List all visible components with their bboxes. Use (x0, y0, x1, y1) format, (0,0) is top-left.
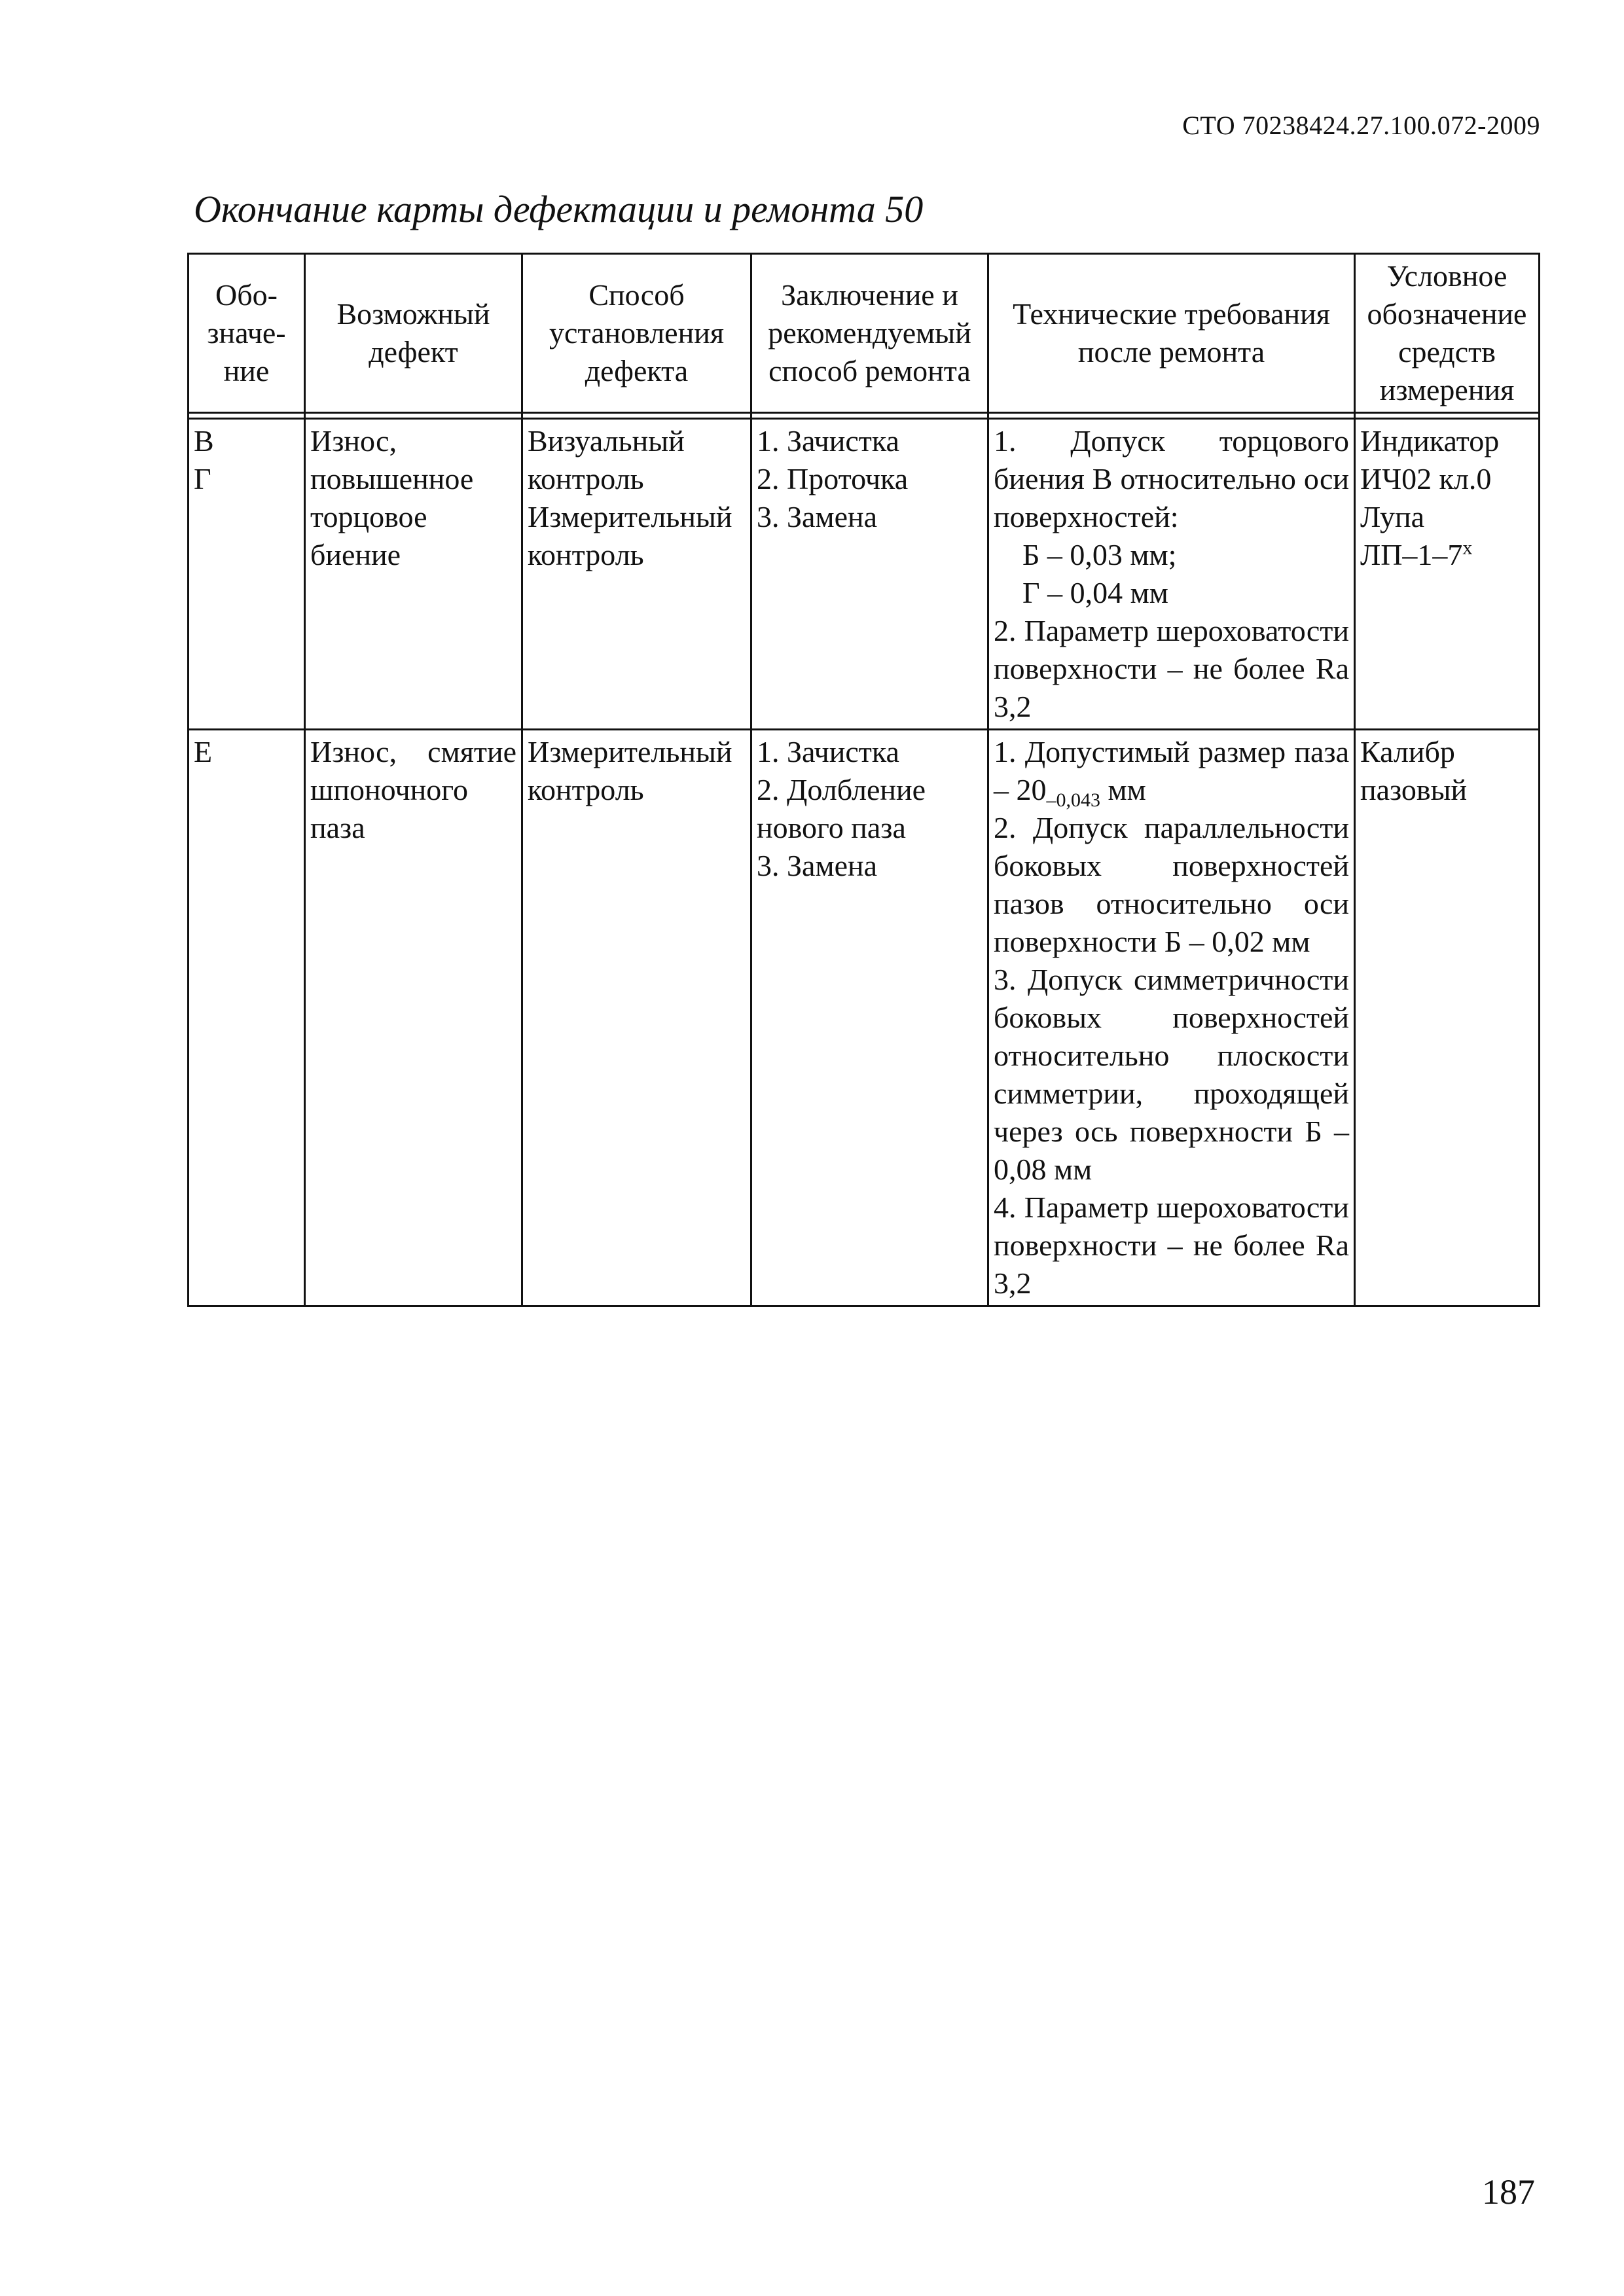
requirements-cell (988, 730, 1355, 1306)
designation-cell (189, 419, 305, 730)
instrument-value: Индикатор (1360, 424, 1500, 457)
designation-value: В (194, 424, 214, 457)
instruments-cell (1355, 730, 1540, 1306)
header-divider-row (189, 413, 1540, 419)
instrument-value (1360, 536, 1534, 574)
requirement-subitem: Б – 0,03 мм; (1022, 538, 1177, 571)
requirement-text: 1. Допустимый размер паза – 20 (994, 735, 1349, 806)
requirement-item: 2. Допуск параллельности боковых поверхностей пазов относительно оси поверхности Б – 0,02 мм (994, 811, 1349, 958)
designation-cell (189, 730, 305, 1306)
repair-step: 2. Проточка (757, 462, 909, 495)
column-header-designation: Обо- значе- ние (189, 254, 305, 413)
requirement-item: 2. Параметр шероховатости поверхности – не более Ra 3,2 (994, 614, 1349, 723)
document-code: СТО 70238424.27.100.072-2009 (1182, 111, 1540, 140)
designation-value: Е (194, 735, 213, 768)
requirements-cell (988, 419, 1355, 730)
repair-step: 1. Зачистка (757, 424, 899, 457)
defect-repair-table (187, 253, 1538, 1307)
method-value: Измерительный контроль (528, 735, 732, 806)
repair-step: 1. Зачистка (757, 735, 899, 768)
instrument-value: Калибр пазовый (1360, 735, 1468, 806)
table-header-row (189, 254, 1540, 413)
column-header-repair: Заключение и рекомендуемый способ ремонта (751, 254, 988, 413)
method-cell (522, 419, 751, 730)
requirement-item: 3. Допуск симметричности боковых поверхностей относительно плоскости симметрии, проходящей через ось поверхности Б – 0,08 мм (994, 963, 1349, 1186)
method-cell (522, 730, 751, 1306)
repair-cell (751, 730, 988, 1306)
requirement-item: 4. Параметр шероховатости поверхности – не более Ra 3,2 (994, 1191, 1349, 1300)
requirement-subitem: Г – 0,04 мм (1022, 576, 1168, 609)
instrument-value: Лупа (1360, 500, 1425, 533)
column-header-method: Способ установления дефекта (522, 254, 751, 413)
page-number: 187 (1482, 2172, 1535, 2212)
requirement-unit: мм (1100, 773, 1146, 806)
method-value: Измерительный контроль (528, 500, 732, 571)
instrument-value: ИЧ02 кл.0 (1360, 462, 1492, 495)
instrument-superscript: х (1462, 537, 1473, 559)
instruments-cell (1355, 419, 1540, 730)
defect-cell: Износ, повышенное торцовое биение (305, 419, 522, 730)
designation-value: Г (194, 462, 211, 495)
table-row (189, 730, 1540, 1306)
column-header-instruments: Условное обозначение средств измерения (1355, 254, 1540, 413)
repair-cell (751, 419, 988, 730)
requirement-item (994, 733, 1349, 812)
column-header-defect: Возможный дефект (305, 254, 522, 413)
repair-step: 3. Замена (757, 500, 878, 533)
requirement-item: 1. Допуск торцового биения В относительно оси поверхностей: (994, 424, 1349, 533)
table-row (189, 419, 1540, 730)
repair-step: 3. Замена (757, 849, 878, 882)
column-header-requirements: Технические требования после ремонта (988, 254, 1355, 413)
tolerance-subscript: –0,043 (1046, 789, 1100, 812)
method-value: Визуальный контроль (528, 424, 685, 495)
instrument-code: ЛП–1–7 (1360, 538, 1463, 571)
table-caption: Окончание карты дефектации и ремонта 50 (194, 188, 924, 230)
defect-cell: Износ, смятие шпоночного паза (305, 730, 522, 1306)
repair-step: 2. Долбление нового паза (757, 773, 926, 844)
